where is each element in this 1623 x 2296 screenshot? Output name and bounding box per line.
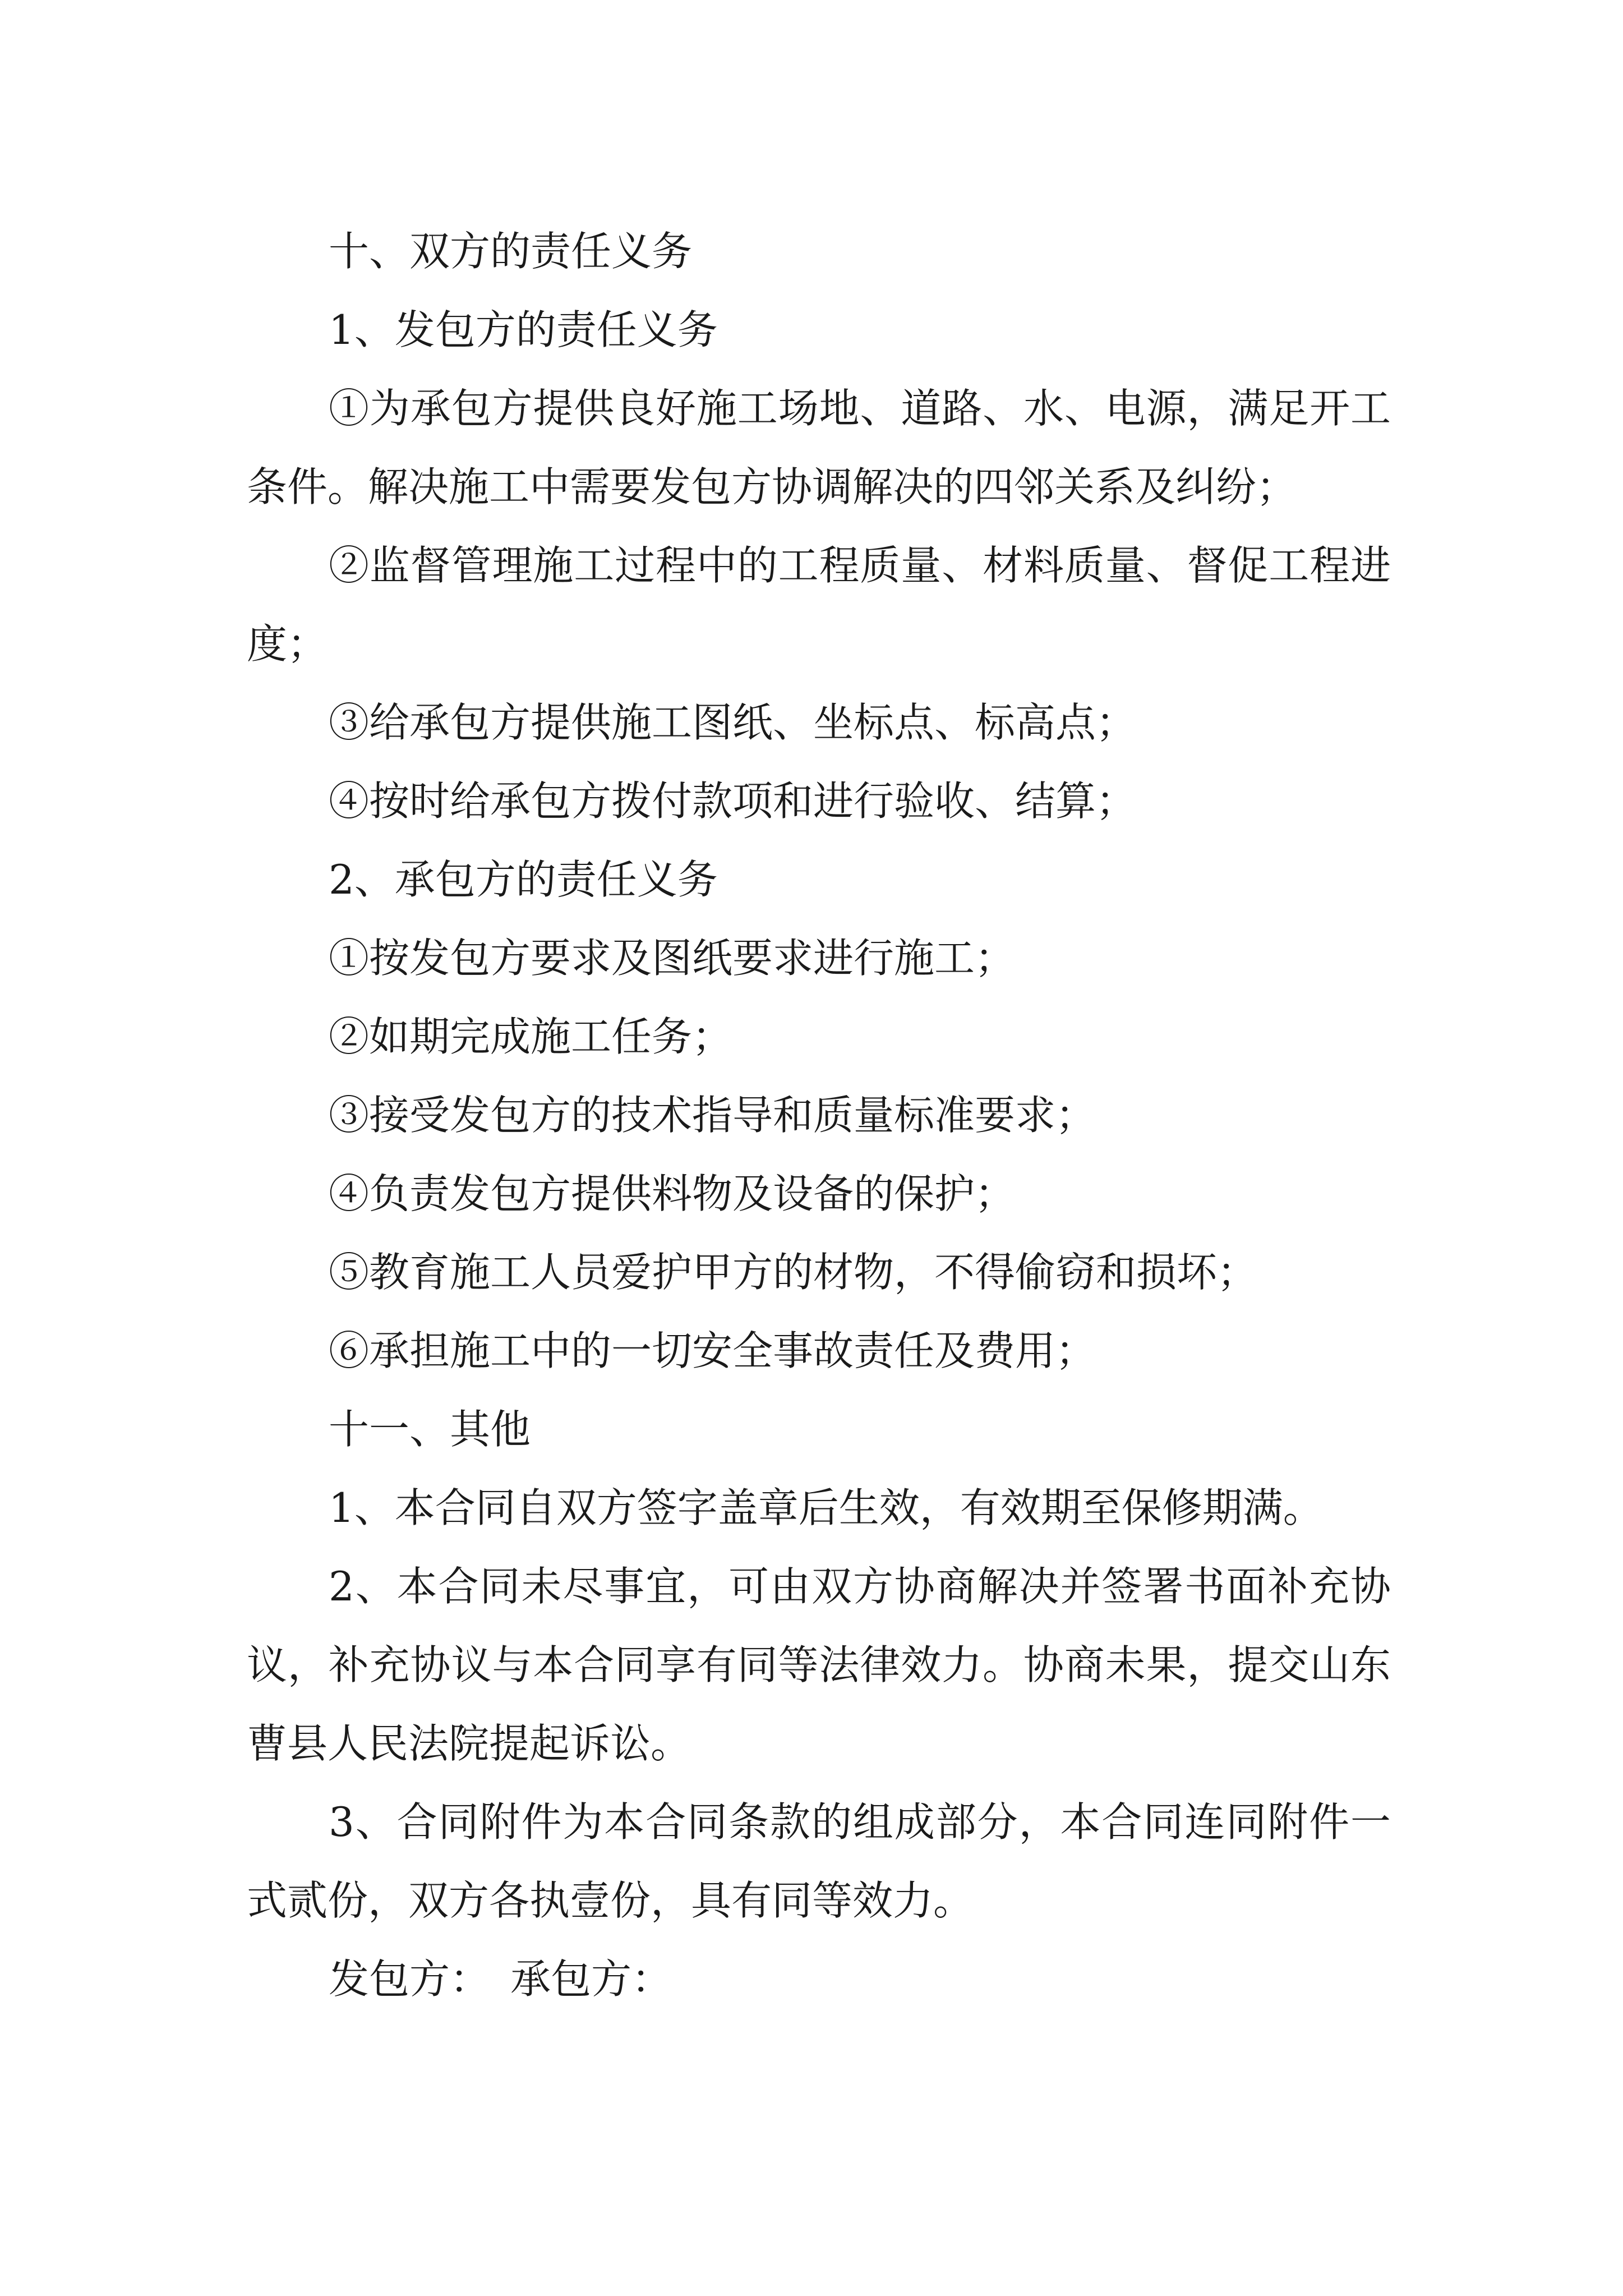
subsection-heading-contractor: 2、承包方的责任义务 [329, 856, 718, 903]
signature-party-a: 发包方： [329, 1955, 491, 2003]
clause-contractor-6: ⑥承担施工中的一切安全事故责任及费用； [329, 1327, 1096, 1374]
clause-contractor-3: ③接受发包方的技术指导和质量标准要求； [329, 1092, 1096, 1139]
clause-contractor-4: ④负责发包方提供料物及设备的保护； [329, 1170, 1016, 1217]
clause-other-1: 1、本合同自双方签字盖章后生效，有效期至保修期满。 [329, 1484, 1324, 1531]
section-heading-other: 十一、其他 [329, 1406, 531, 1453]
clause-employer-2: ②监督管理施工过程中的工程质量、材料质量、督促工程进度； [247, 542, 1391, 668]
signature-party-b: 承包方： [510, 1955, 672, 2003]
clause-other-3: 3、合同附件为本合同条款的组成部分，本合同连同附件一式贰份，双方各执壹份，具有同等效力。 [247, 1798, 1391, 1924]
signature-row [247, 1940, 1391, 2018]
subsection-heading-employer: 1、发包方的责任义务 [329, 306, 718, 353]
document-body [247, 212, 1391, 2018]
clause-employer-4: ④按时给承包方拨付款项和进行验收、结算； [329, 777, 1137, 825]
clause-contractor-2: ②如期完成施工任务； [329, 1013, 733, 1060]
section-heading-responsibilities: 十、双方的责任义务 [329, 228, 693, 275]
clause-contractor-5: ⑤教育施工人员爱护甲方的材物，不得偷窃和损坏； [329, 1249, 1258, 1296]
clause-contractor-1: ①按发包方要求及图纸要求进行施工； [329, 935, 1016, 982]
clause-employer-1: ①为承包方提供良好施工场地、道路、水、电源，满足开工条件。解决施工中需要发包方协调解决的四邻关系及纠纷； [247, 385, 1391, 510]
clause-other-2: 2、本合同未尽事宜，可由双方协商解决并签署书面补充协议，补充协议与本合同享有同等法律效力。协商未果，提交山东曹县人民法院提起诉讼。 [247, 1563, 1391, 1767]
clause-employer-3: ③给承包方提供施工图纸、坐标点、标高点； [329, 699, 1137, 746]
